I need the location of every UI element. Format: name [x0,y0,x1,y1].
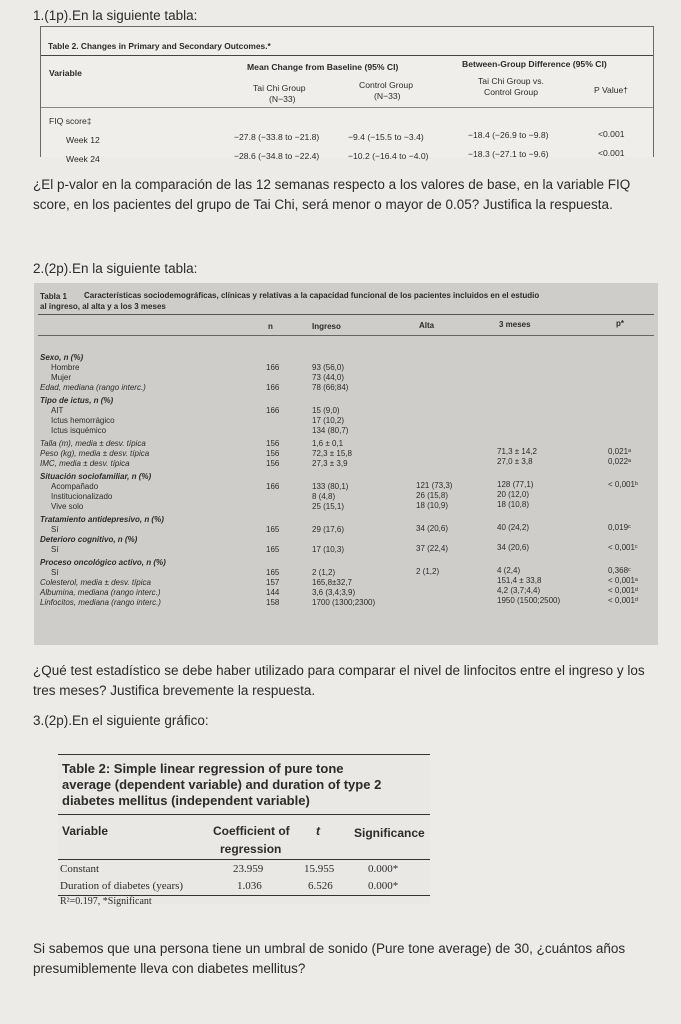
q3-table-title-2: average (dependent variable) and duration of type 2 [62,777,382,792]
q2-row-16-ingreso: 29 (17,6) [312,525,345,534]
q1-row-week12-label: Week 12 [66,135,100,145]
q2-row-7-label: Ictus isquémico [51,426,107,435]
q2-row-13-label: Institucionalizado [51,492,113,501]
q2-row-9-ingreso: 72,3 ± 15,8 [312,449,352,458]
q3-table-title-1: Table 2: Simple linear regression of pure tone [62,761,344,776]
q3-row-duration-sig: 0.000* [368,880,399,892]
q2-row-23-ingreso: 1700 (1300;2300) [312,598,376,607]
q2-row-22-label: Albumina, mediana (rango interc.) [40,588,161,597]
q1-table-title: Table 2. Changes in Primary and Secondary Outcomes.* [48,41,271,51]
q2-row-14-ingreso: 25 (15,1) [312,502,345,511]
q2-row-20-alta: 2 (1,2) [416,567,440,576]
q1-h-vs-1: Tai Chi Group vs. [478,76,544,86]
q2-row-6-ingreso: 17 (10,2) [312,416,345,425]
q3-h-sig: Significance [354,826,425,840]
q2-row-8-label: Talla (m), media ± desv. típica [40,439,146,448]
q1-row-week24-p: <0.001 [598,148,625,158]
q2-row-10-label: IMC, media ± desv. típica [40,459,130,468]
q2-row-12-p: < 0,001ᵇ [608,480,638,489]
q1-h-between: Between-Group Difference (95% CI) [462,59,607,69]
q3-h-coef-2: regression [220,842,282,856]
q2-row-20-ingreso: 2 (1,2) [312,568,336,577]
q1-h-vs-2: Control Group [484,87,538,97]
q1-row-week12-taichi: −27.8 (−33.8 to −21.8) [234,132,320,142]
q2-row-10-ingreso: 27,3 ± 3,9 [312,459,348,468]
q1-row-fiq-label: FIQ score‡ [49,116,92,126]
q2-row-16-p: 0,019ᶜ [608,523,631,532]
q3-row-constant-label: Constant [60,863,100,875]
q2-row-9-p: 0,021ᵃ [608,447,631,456]
q2-row-16-alta: 34 (20,6) [416,524,449,533]
q2-row-17-label: Deterioro cognitivo, n (%) [40,535,138,544]
q2-row-21-n: 157 [266,578,280,587]
q2-row-20-label: Sí [51,568,59,577]
q1-h-taichi: Tai Chi Group [253,83,306,93]
q1-row-week24-taichi: −28.6 (−34.8 to −22.4) [234,151,320,161]
q2-row-12-label: Acompañado [51,482,99,491]
q2-row-15-label: Tratamiento antidepresivo, n (%) [40,515,164,524]
q2-row-5-label: AIT [51,406,64,415]
q3-h-t: t [316,824,320,838]
q2-h-3m: 3 meses [499,320,531,329]
q1-row-week12-diff: −18.4 (−26.9 to −9.8) [468,130,549,140]
q2-row-10-p: 0,022ᵃ [608,457,631,466]
q2-question: ¿Qué test estadístico se debe haber utilizado para comparar el nivel de linfocitos entre el ingreso y los tres meses? Justifica brevemente la respuesta. [33,663,645,698]
q2-table-title-label: Tabla 1 [40,292,67,301]
q2-row-21-label: Colesterol, media ± desv. típica [40,578,151,587]
q2-row-18-label: Sí [51,545,59,554]
q2-row-5-ingreso: 15 (9,0) [312,406,340,415]
q2-row-3-n: 166 [266,383,280,392]
q2-row-9-m3: 71,3 ± 14,2 [497,447,537,456]
q3-h-variable: Variable [62,824,109,838]
q2-row-3-ingreso: 78 (66;84) [312,383,349,392]
q2-row-10-n: 156 [266,459,280,468]
q2-table [34,283,658,645]
q3-h-coef-1: Coefficient of [213,824,290,838]
q3-footnote: R²=0.197, *Significant [60,896,152,907]
q2-row-22-p: < 0,001ᵈ [608,586,638,595]
q1-h-control-n: (N−33) [374,91,401,101]
q2-row-13-alta: 26 (15,8) [416,491,449,500]
q2-row-12-alta: 121 (73,3) [416,481,453,490]
q2-row-8-ingreso: 1,6 ± 0,1 [312,439,344,448]
q2-row-21-m3: 151,4 ± 33,8 [497,576,542,585]
q3-row-duration-coef: 1.036 [237,880,262,892]
q2-row-3-label: Edad, mediana (rango interc.) [40,383,146,392]
q2-row-19-label: Proceso oncológico activo, n (%) [40,558,166,567]
q3-row-duration-t: 6.526 [308,880,333,892]
q2-row-4-label: Tipo de ictus, n (%) [40,396,114,405]
q2-row-9-label: Peso (kg), media ± desv. típica [40,449,150,458]
q2-row-0-label: Sexo, n (%) [40,353,84,362]
q2-row-20-p: 0,368ᶜ [608,566,631,575]
q2-row-22-n: 144 [266,588,280,597]
q2-row-1-n: 166 [266,363,280,372]
q2-row-16-m3: 40 (24,2) [497,523,530,532]
q1-table [40,26,654,164]
q2-row-20-n: 165 [266,568,280,577]
q2-h-alta: Alta [419,321,435,330]
q1-row-week24-label: Week 24 [66,154,100,164]
q2-row-7-ingreso: 134 (80,7) [312,426,349,435]
q2-row-10-m3: 27,0 ± 3,8 [497,457,533,466]
q1-heading: 1.(1p).En la siguiente tabla: [33,8,198,23]
q1-h-mean-change: Mean Change from Baseline (95% CI) [247,62,399,72]
q2-row-14-m3: 18 (10,8) [497,500,530,509]
q3-table-title-3: diabetes mellitus (independent variable) [62,793,310,808]
q2-row-23-n: 158 [266,598,280,607]
q3-heading: 3.(2p).En el siguiente gráfico: [33,713,209,728]
q2-row-22-m3: 4,2 (3,7;4,4) [497,586,541,595]
q2-table-title-text-2: al ingreso, al alta y a los 3 meses [40,302,166,311]
q2-row-2-label: Mujer [51,373,72,382]
q2-row-9-n: 156 [266,449,280,458]
q2-row-13-ingreso: 8 (4,8) [312,492,336,501]
q2-row-2-ingreso: 73 (44,0) [312,373,345,382]
q2-row-16-label: Sí [51,525,59,534]
q2-row-18-n: 165 [266,545,280,554]
q1-row-week24-diff: −18.3 (−27.1 to −9.6) [468,149,549,159]
q2-row-1-label: Hombre [51,363,80,372]
q2-row-6-label: Ictus hemorrágico [51,416,115,425]
q1-row-week24-control: −10.2 (−16.4 to −4.0) [348,151,429,161]
q2-row-23-m3: 1950 (1500;2500) [497,596,561,605]
q1-h-variable: Variable [49,68,82,78]
q1-question: ¿El p-valor en la comparación de las 12 semanas respecto a los valores de base, en la variable FIQ score, en los pacientes del grupo de Tai Chi, será menor o mayor de 0.05? Justifica la respuesta. [33,177,631,212]
q2-row-13-m3: 20 (12,0) [497,490,530,499]
q2-row-11-label: Situación sociofamiliar, n (%) [40,472,152,481]
q3-row-constant-sig: 0.000* [368,863,399,875]
q3-question: Si sabemos que una persona tiene un umbral de sonido (Pure tone average) de 30, ¿cuántos años presumiblemente lleva con diabetes mellitus? [33,941,626,976]
q2-row-18-m3: 34 (20,6) [497,543,530,552]
q2-row-8-n: 156 [266,439,280,448]
q1-row-week12-control: −9.4 (−15.5 to −3.4) [348,132,424,142]
q2-row-18-ingreso: 17 (10,3) [312,545,345,554]
q2-row-20-m3: 4 (2,4) [497,566,521,575]
q2-row-21-ingreso: 165,8±32,7 [312,578,352,587]
q2-table-title-text: Características sociodemográficas, clínicas y relativas a la capacidad funcional de los pacientes incluidos en el estudio [84,291,540,300]
q2-row-12-m3: 128 (77,1) [497,480,534,489]
q3-row-duration-label: Duration of diabetes (years) [60,880,184,892]
q2-row-5-n: 166 [266,406,280,415]
q2-h-ingreso: Ingreso [312,322,341,331]
q1-h-control: Control Group [359,80,413,90]
q2-row-23-p: < 0,001ᵈ [608,596,638,605]
q2-h-p: p* [616,319,624,328]
q3-table [58,754,430,907]
q2-row-18-alta: 37 (22,4) [416,544,449,553]
q3-row-constant-coef: 23.959 [233,863,264,875]
q2-heading: 2.(2p).En la siguiente tabla: [33,261,198,276]
q3-row-constant-t: 15.955 [304,863,335,875]
q2-row-22-ingreso: 3,6 (3,4;3,9) [312,588,356,597]
q2-row-12-n: 166 [266,482,280,491]
q2-h-n: n [268,322,273,331]
q2-row-14-label: Vive solo [51,502,84,511]
q1-row-week12-p: <0.001 [598,129,625,139]
q2-row-1-ingreso: 93 (56,0) [312,363,345,372]
q2-row-16-n: 165 [266,525,280,534]
q1-h-pvalue: P Value† [594,85,629,95]
q2-row-12-ingreso: 133 (80,1) [312,482,349,491]
q2-row-18-p: < 0,001ᶜ [608,543,638,552]
q1-h-taichi-n: (N−33) [269,94,296,104]
q2-row-14-alta: 18 (10,9) [416,501,449,510]
q2-row-23-label: Linfocitos, mediana (rango interc.) [40,598,161,607]
q2-row-21-p: < 0,001ᵃ [608,576,638,585]
